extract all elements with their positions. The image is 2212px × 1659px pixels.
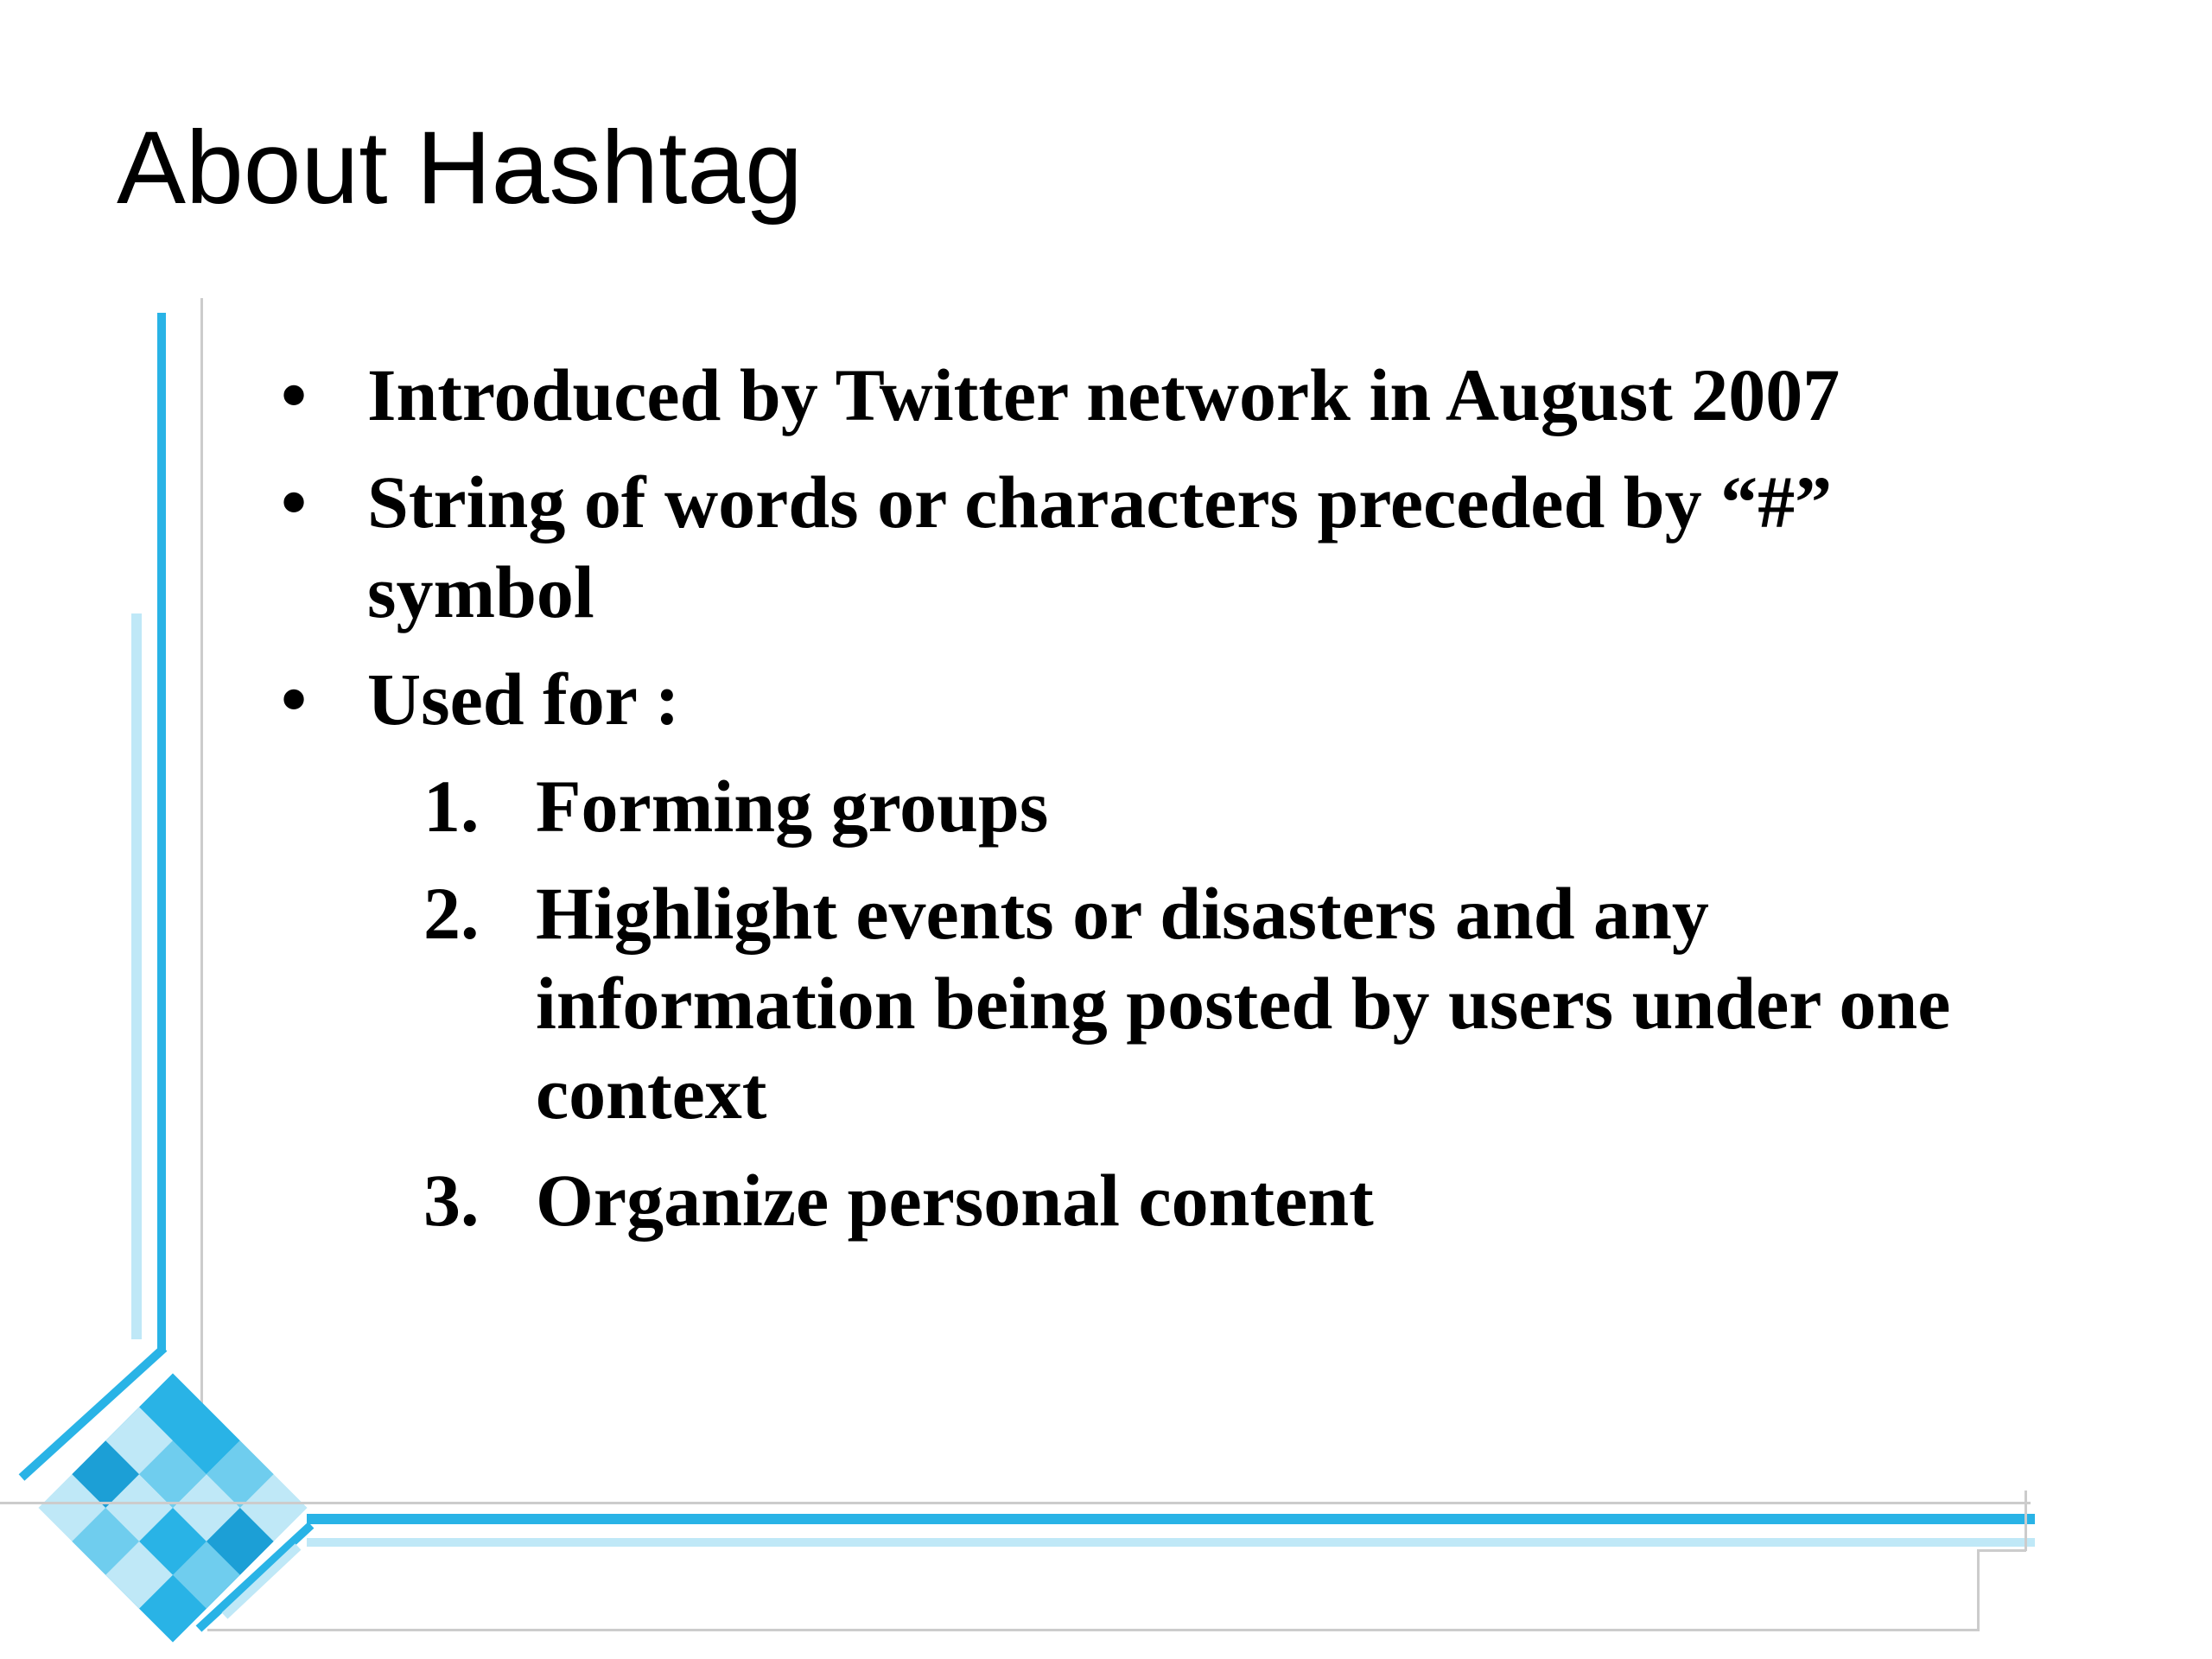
bullet-text: Used for :	[367, 658, 680, 741]
number-marker: 1.	[423, 765, 480, 848]
bullet-item	[276, 350, 2048, 440]
frame-gray-vertical	[200, 298, 203, 1460]
number-marker: 3.	[423, 1159, 480, 1242]
number-marker: 2.	[423, 872, 480, 955]
slide-title: About Hashtag	[117, 110, 803, 226]
corner-diamond	[38, 1373, 307, 1642]
frame-gray-right-vertical	[1977, 1549, 1980, 1631]
frame-blue-horizontal	[307, 1514, 2035, 1524]
numbered-item	[276, 868, 2048, 1138]
numbered-item	[276, 1155, 2048, 1245]
frame-gray-end	[2024, 1491, 2027, 1551]
bullet-item	[276, 457, 2048, 637]
bullet-item	[276, 654, 2048, 744]
frame-blue-vertical	[157, 313, 166, 1350]
bullet-text: Introduced by Twitter network in August 2007	[367, 353, 1840, 436]
bullet-text: String of words or characters preceded by “#” symbol	[367, 461, 1833, 633]
frame-gray-top-horizontal	[0, 1502, 2031, 1504]
bullet-marker: •	[281, 658, 308, 741]
numbered-text: Organize personal content	[536, 1159, 1374, 1242]
frame-light-vertical	[131, 613, 142, 1339]
frame-gray-bottom-horizontal	[207, 1629, 1979, 1631]
numbered-text: Forming groups	[536, 765, 1049, 848]
numbered-text: Highlight events or disasters and any information being posted by users under one context	[536, 872, 1951, 1135]
bullet-marker: •	[281, 461, 308, 543]
bullet-marker: •	[281, 353, 308, 436]
frame-gray-step	[1979, 1549, 2026, 1552]
frame-light-horizontal	[307, 1538, 2035, 1547]
slide-content	[276, 350, 2048, 1262]
numbered-item	[276, 761, 2048, 851]
